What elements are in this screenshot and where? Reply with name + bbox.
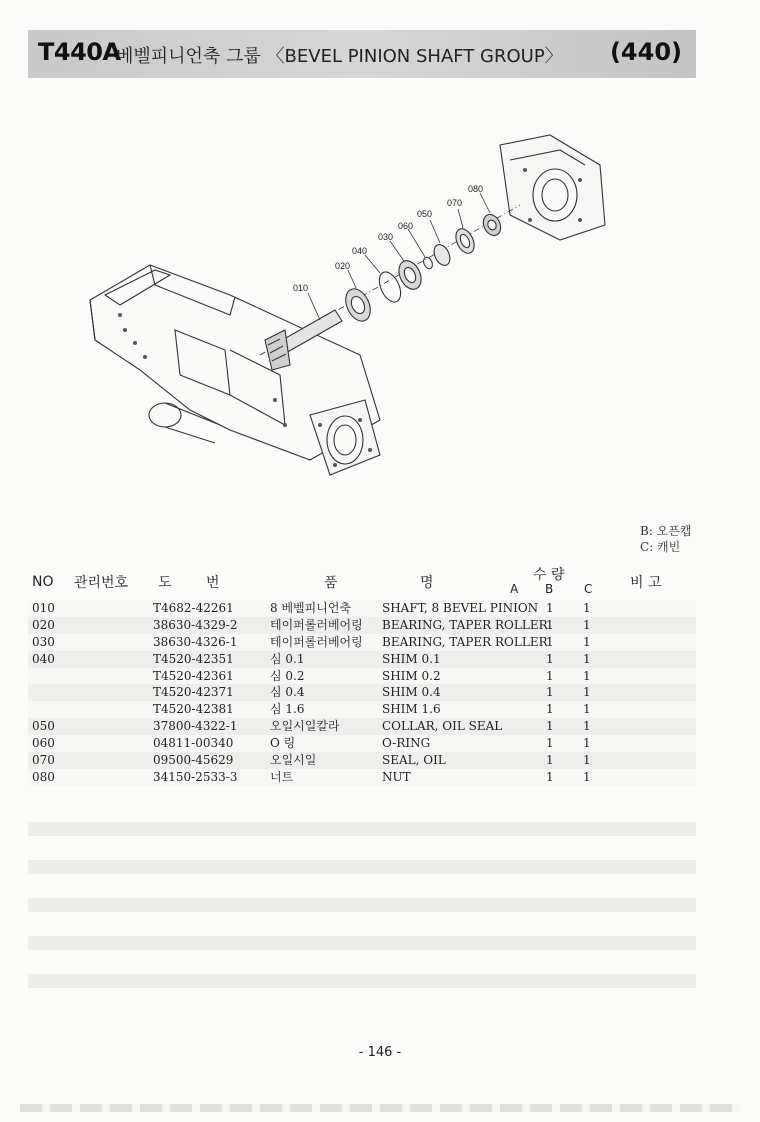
row-qty-b: 1 <box>583 685 591 700</box>
row-qty-a: 1 <box>546 753 554 768</box>
row-english-name: SHIM 1.6 <box>382 702 441 717</box>
row-part-number: 38630-4326-1 <box>153 634 238 649</box>
row-korean-name: 8 베벨피니언축 <box>270 601 352 615</box>
row-qty-b: 1 <box>583 617 591 632</box>
row-qty-b: 1 <box>583 769 591 784</box>
callout-030: 030 <box>378 232 394 242</box>
row-korean-name: 테이퍼롤러베어링 <box>270 634 363 649</box>
header-remarks: 비 고 <box>630 575 662 591</box>
callout-020: 020 <box>335 261 351 271</box>
table-header <box>28 564 696 600</box>
row-english-name: BEARING, TAPER ROLLER <box>382 617 548 632</box>
callout-050: 050 <box>417 209 433 219</box>
header-qty-b: B <box>545 582 554 596</box>
empty-row-band <box>28 974 696 988</box>
row-korean-name: 심 0.1 <box>270 651 305 666</box>
empty-row-band <box>28 860 696 874</box>
row-qty-a: 1 <box>546 617 554 632</box>
table-row <box>28 701 696 718</box>
row-no: 020 <box>32 617 55 632</box>
header-mgmt-no: 관리번호 <box>74 575 129 591</box>
row-qty-a: 1 <box>546 769 554 784</box>
row-part-number: 38630-4329-2 <box>153 617 238 632</box>
row-korean-name: O 링 <box>270 736 296 751</box>
group-title: 베벨피니언축 그룹 〈BEVEL PINION SHAFT GROUP〉 <box>116 46 563 67</box>
row-part-number: 37800-4322-1 <box>153 719 238 734</box>
table-row <box>28 634 696 651</box>
row-qty-a: 1 <box>546 634 554 649</box>
row-part-number: T4520-42361 <box>153 668 234 683</box>
empty-row-band <box>28 898 696 912</box>
empty-row-band <box>28 936 696 950</box>
row-english-name: NUT <box>382 769 411 784</box>
empty-row-band <box>28 822 696 836</box>
row-no: 050 <box>32 719 55 734</box>
row-no: 040 <box>32 651 55 666</box>
row-korean-name: 심 1.6 <box>270 702 305 717</box>
table-row <box>28 735 696 752</box>
row-english-name: SHIM 0.2 <box>382 668 441 683</box>
row-part-number: T4520-42371 <box>153 685 234 700</box>
row-qty-b: 1 <box>583 668 591 683</box>
row-no: 030 <box>32 634 55 649</box>
table-row <box>28 752 696 769</box>
row-qty-b: 1 <box>583 634 591 649</box>
row-korean-name: 심 0.2 <box>270 668 305 683</box>
row-qty-b: 1 <box>583 702 591 717</box>
header-qty-c: C <box>584 582 593 596</box>
row-english-name: O-RING <box>382 736 431 751</box>
table-row <box>28 617 696 634</box>
exploded-parts-diagram <box>80 125 620 515</box>
row-korean-name: 심 0.4 <box>270 685 305 700</box>
row-korean-name: 너트 <box>270 769 294 784</box>
row-english-name: SEAL, OIL <box>382 753 446 768</box>
table-row <box>28 684 696 701</box>
scan-edge <box>20 1104 740 1112</box>
callout-040: 040 <box>352 246 368 256</box>
row-korean-name: 오일시일 <box>270 753 317 768</box>
row-english-name: COLLAR, OIL SEAL <box>382 719 503 734</box>
row-part-number: T4682-42261 <box>153 601 234 615</box>
row-qty-b: 1 <box>583 736 591 751</box>
legend-b: B: 오픈캡 <box>640 524 692 538</box>
row-korean-name: 오일시일칼라 <box>270 719 340 734</box>
row-part-number: T4520-42381 <box>153 702 234 717</box>
table-row <box>28 651 696 668</box>
table-row <box>28 769 696 786</box>
table-row <box>28 668 696 685</box>
row-korean-name: 테이퍼롤러베어링 <box>270 617 363 632</box>
header-beon: 번 <box>206 575 220 591</box>
table-row <box>28 718 696 735</box>
callout-070: 070 <box>447 198 463 208</box>
table-row <box>28 600 696 617</box>
header-pum: 품 <box>324 575 338 591</box>
callout-060: 060 <box>398 221 414 231</box>
header-no: NO <box>32 574 54 590</box>
row-qty-a: 1 <box>546 651 554 666</box>
callout-080: 080 <box>468 184 484 194</box>
row-qty-b: 1 <box>583 719 591 734</box>
row-qty-a: 1 <box>546 685 554 700</box>
header-do: 도 <box>158 575 172 591</box>
row-qty-a: 1 <box>546 702 554 717</box>
row-part-number: 04811-00340 <box>153 736 234 751</box>
row-no: 060 <box>32 736 55 751</box>
row-qty-a: 1 <box>546 736 554 751</box>
row-english-name: BEARING, TAPER ROLLER <box>382 634 548 649</box>
header-qty: 수 량 <box>533 567 565 583</box>
row-qty-a: 1 <box>546 668 554 683</box>
row-qty-b: 1 <box>583 651 591 666</box>
row-english-name: SHAFT, 8 BEVEL PINION <box>382 601 539 615</box>
header-myeong: 명 <box>420 575 434 591</box>
row-qty-a: 1 <box>546 719 554 734</box>
row-part-number: 34150-2533-3 <box>153 769 238 784</box>
row-no: 010 <box>32 601 55 615</box>
header-qty-a: A <box>510 582 519 596</box>
row-no: 080 <box>32 769 55 784</box>
page-number: - 146 - <box>358 1045 402 1060</box>
group-page-code: (440) <box>609 38 682 66</box>
model-code: T440A <box>38 38 121 66</box>
row-part-number: T4520-42351 <box>153 651 234 666</box>
page-header <box>28 30 696 78</box>
row-no: 070 <box>32 753 55 768</box>
row-part-number: 09500-45629 <box>153 753 234 768</box>
row-english-name: SHIM 0.1 <box>382 651 441 666</box>
callout-010: 010 <box>293 283 309 293</box>
row-english-name: SHIM 0.4 <box>382 685 441 700</box>
row-qty-a: 1 <box>546 601 554 615</box>
parts-table <box>28 600 696 786</box>
row-qty-b: 1 <box>583 601 591 615</box>
legend-c: C: 캐빈 <box>640 540 681 554</box>
row-qty-b: 1 <box>583 753 591 768</box>
